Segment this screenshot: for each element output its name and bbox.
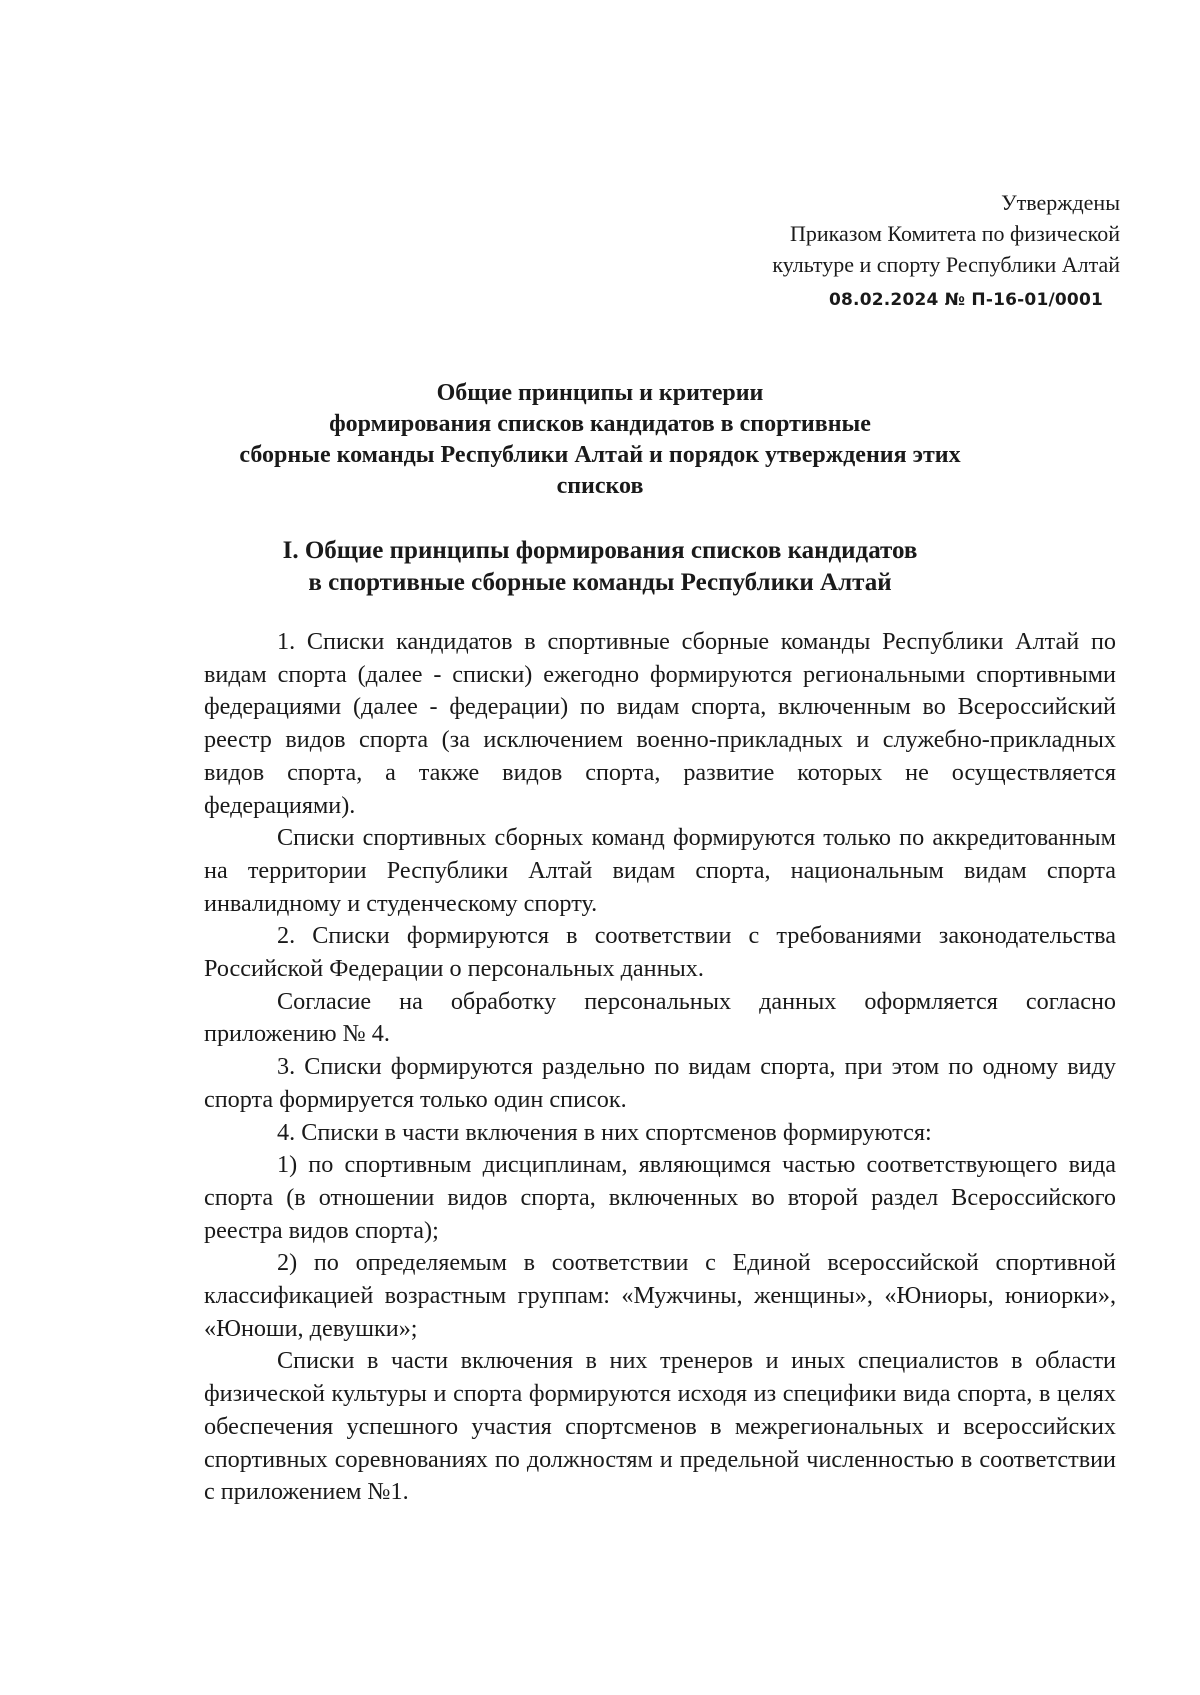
paragraph-4: Согласие на обработку персональных данных оформляется согласно приложению № 4. <box>204 987 1116 1048</box>
paragraph-7: 1) по спортивным дисциплинам, являющимся частью соответствующего вида спорта (в отношении видов спорта, включенных во второй раздел Всероссийского реестра видов спорта); <box>204 1151 1116 1244</box>
approval-line-2: Приказом Комитета по физической <box>790 221 1120 246</box>
paragraph-6: 4. Списки в части включения в них спортсменов формируются: <box>277 1118 932 1146</box>
paragraph-2: Списки спортивных сборных команд формируются только по аккредитованным на территории Республики Алтай видам спорта, национальным видам спорта инвалидному и студенческому спорту. <box>204 824 1116 917</box>
section-heading-line-1: I. Общие принципы формирования списков кандидатов <box>282 537 918 564</box>
approval-line-3: культуре и спорту Республики Алтай <box>772 252 1120 277</box>
approval-block <box>600 187 1120 280</box>
document-title-line-4: списков <box>556 473 644 499</box>
section-heading-line-2: в спортивные сборные команды Республики Алтай <box>308 569 892 596</box>
document-title-line-2: формирования списков кандидатов в спортивные <box>329 411 871 437</box>
document-title-line-1: Общие принципы и критерии <box>436 380 764 406</box>
approval-order-number: 08.02.2024 № П-16-01/0001 <box>828 290 1103 310</box>
document-body <box>204 626 1116 1509</box>
document-title <box>0 378 1200 502</box>
paragraph-3: 2. Списки формируются в соответствии с требованиями законодательства Российской Федерации о персональных данных. <box>204 922 1116 983</box>
paragraph-1: 1. Списки кандидатов в спортивные сборные команды Республики Алтай по видам спорта (далее - списки) ежегодно формируются региональными спортивными федерациями (далее - федерации) по видам спорта, включенным во Всероссийский реестр видов спорта (за исключением военно-прикладных и служебно-прикладных видов спорта, а также видов спорта, развитие которых не осуществляется федерациями). <box>204 628 1116 819</box>
document-title-line-3: сборные команды Республики Алтай и порядок утверждения этих <box>239 442 961 468</box>
approval-line-1: Утверждены <box>1001 190 1120 215</box>
paragraph-9: Списки в части включения в них тренеров и иных специалистов в области физической культуры и спорта формируются исходя из специфики вида спорта, в целях обеспечения успешного участия спортсменов в межрегиональных и всероссийских спортивных соревнованиях по должностям и предельной численностью в соответствии с приложением №1. <box>204 1347 1116 1506</box>
paragraph-5: 3. Списки формируются раздельно по видам спорта, при этом по одному виду спорта формируется только один список. <box>204 1053 1116 1113</box>
paragraph-8: 2) по определяемым в соответствии с Единой всероссийской спортивной классификацией возрастным группам: «Мужчины, женщины», «Юниоры, юниорки», «Юноши, девушки»; <box>204 1249 1116 1342</box>
section-heading <box>0 535 1200 599</box>
